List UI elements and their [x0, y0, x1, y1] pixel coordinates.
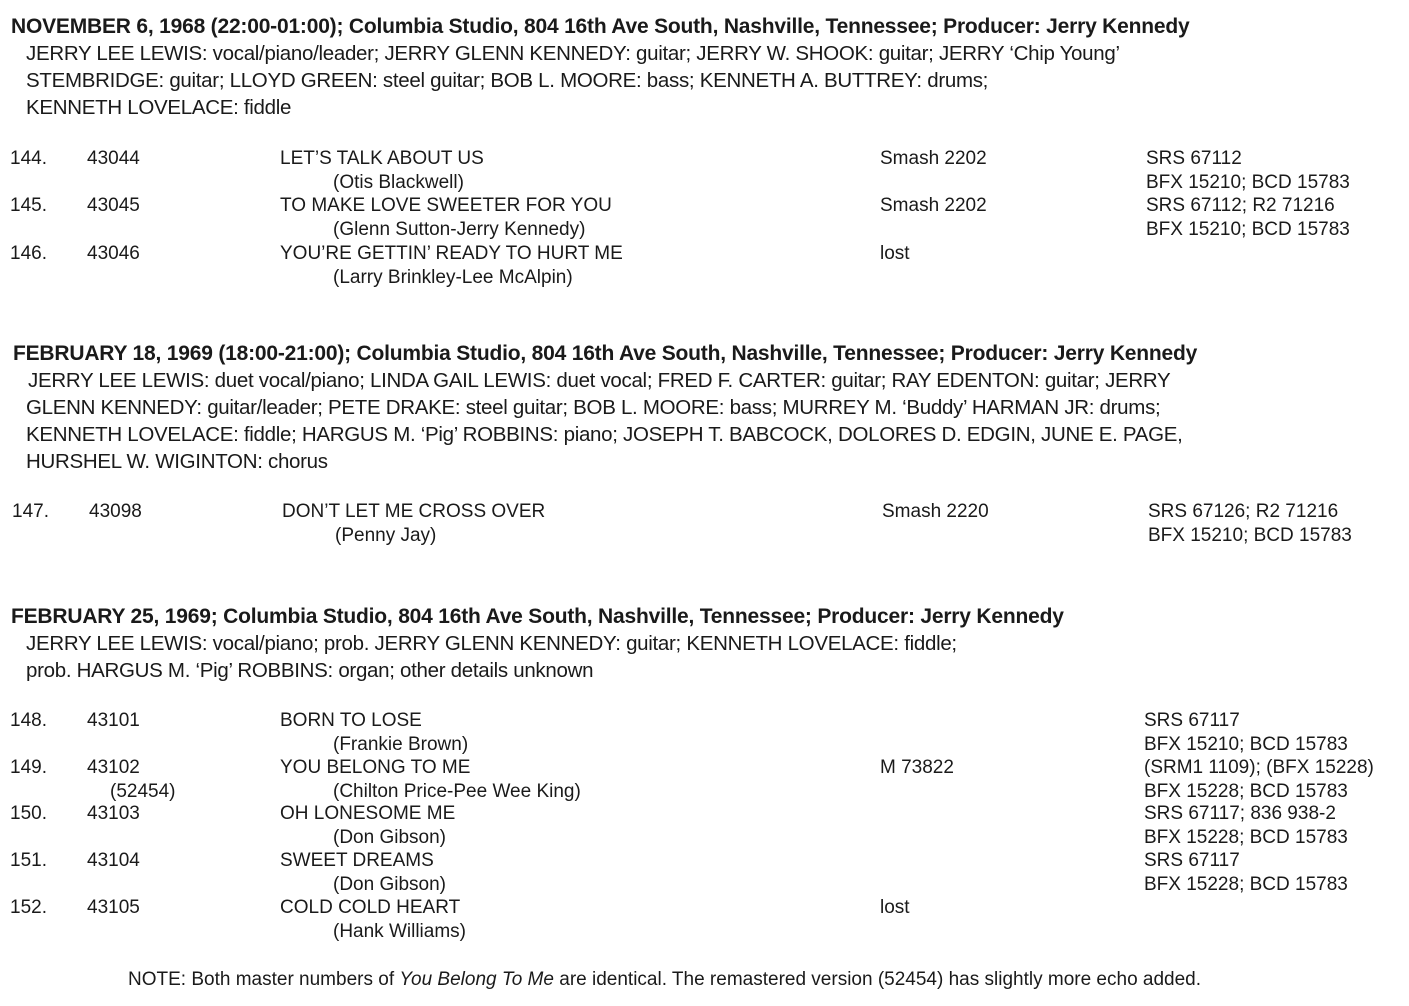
album-release: SRS 67117; 836 938-2	[1144, 803, 1336, 824]
songwriter: (Larry Brinkley-Lee McAlpin)	[333, 267, 573, 288]
song-title: LET’S TALK ABOUT US	[280, 148, 484, 169]
master-number: 43102	[87, 757, 140, 778]
track-number: 145.	[10, 195, 47, 216]
master-number: 43046	[87, 243, 140, 264]
session-header: FEBRUARY 25, 1969; Columbia Studio, 804 16th Ave South, Nashville, Tennessee; Producer: Jerry Kennedy	[11, 605, 1064, 628]
personnel-line: STEMBRIDGE: guitar; LLOYD GREEN: steel guitar; BOB L. MOORE: bass; KENNETH A. BUTTREY: drums;	[26, 69, 989, 92]
track-number: 150.	[10, 803, 47, 824]
album-release: (SRM1 1109); (BFX 15228)	[1144, 757, 1374, 778]
songwriter: (Penny Jay)	[335, 525, 437, 546]
personnel-line: KENNETH LOVELACE: fiddle; HARGUS M. ‘Pig’ ROBBINS: piano; JOSEPH T. BABCOCK, DOLORES D. EDGIN, JUNE E. PAGE,	[26, 423, 1183, 446]
master-number: 43101	[87, 710, 140, 731]
album-release: BFX 15210; BCD 15783	[1144, 734, 1348, 755]
album-release: BFX 15228; BCD 15783	[1144, 874, 1348, 895]
master-number: 43044	[87, 148, 140, 169]
song-title: YOU’RE GETTIN’ READY TO HURT ME	[280, 243, 623, 264]
songwriter: (Glenn Sutton-Jerry Kennedy)	[333, 219, 586, 240]
album-release: BFX 15228; BCD 15783	[1144, 781, 1348, 802]
alt-master-number: (52454)	[110, 781, 176, 802]
songwriter: (Hank Williams)	[333, 921, 466, 942]
track-number: 147.	[12, 501, 49, 522]
songwriter: (Otis Blackwell)	[333, 172, 464, 193]
personnel-line: GLENN KENNEDY: guitar/leader; PETE DRAKE: steel guitar; BOB L. MOORE: bass; MURREY M. ‘Buddy’ HARMAN JR: drums;	[26, 396, 1161, 419]
album-release: BFX 15210; BCD 15783	[1148, 525, 1352, 546]
master-number: 43104	[87, 850, 140, 871]
footnote-prefix: NOTE: Both master numbers of	[128, 969, 400, 990]
album-release: BFX 15210; BCD 15783	[1146, 219, 1350, 240]
song-title: SWEET DREAMS	[280, 850, 434, 871]
single-release: Smash 2202	[880, 195, 987, 216]
footnote-song-title: You Belong To Me	[399, 969, 554, 990]
track-number: 149.	[10, 757, 47, 778]
song-title: BORN TO LOSE	[280, 710, 422, 731]
master-number: 43098	[89, 501, 142, 522]
personnel-line: JERRY LEE LEWIS: vocal/piano/leader; JERRY GLENN KENNEDY: guitar; JERRY W. SHOOK: guitar; JERRY ‘Chip Young’	[26, 42, 1120, 65]
songwriter: (Frankie Brown)	[333, 734, 469, 755]
songwriter: (Don Gibson)	[333, 874, 446, 895]
song-title: OH LONESOME ME	[280, 803, 456, 824]
single-release: lost	[880, 243, 910, 264]
session-header: FEBRUARY 18, 1969 (18:00-21:00); Columbia Studio, 804 16th Ave South, Nashville, Tennessee; Producer: Jerry Kennedy	[13, 342, 1198, 365]
album-release: SRS 67126; R2 71216	[1148, 501, 1339, 522]
single-release: M 73822	[880, 757, 954, 778]
songwriter: (Don Gibson)	[333, 827, 446, 848]
song-title: TO MAKE LOVE SWEETER FOR YOU	[280, 195, 612, 216]
footnote-suffix: are identical. The remastered version (52454) has slightly more echo added.	[553, 969, 1202, 990]
track-number: 148.	[10, 710, 47, 731]
song-title: COLD COLD HEART	[280, 897, 461, 918]
personnel-line: JERRY LEE LEWIS: duet vocal/piano; LINDA GAIL LEWIS: duet vocal; FRED F. CARTER: guitar; RAY EDENTON: guitar; JERRY	[28, 369, 1171, 392]
single-release: Smash 2202	[880, 148, 987, 169]
personnel-line: KENNETH LOVELACE: fiddle	[26, 96, 292, 119]
album-release: BFX 15228; BCD 15783	[1144, 827, 1348, 848]
album-release: SRS 67117	[1144, 850, 1240, 871]
session-header: NOVEMBER 6, 1968 (22:00-01:00); Columbia Studio, 804 16th Ave South, Nashville, Tennessee; Producer: Jerry Kennedy	[11, 15, 1190, 38]
master-number: 43045	[87, 195, 140, 216]
track-number: 151.	[10, 850, 47, 871]
personnel-line: HURSHEL W. WIGINTON: chorus	[26, 450, 328, 473]
single-release: lost	[880, 897, 910, 918]
master-number: 43105	[87, 897, 140, 918]
album-release: SRS 67117	[1144, 710, 1240, 731]
personnel-line: JERRY LEE LEWIS: vocal/piano; prob. JERRY GLENN KENNEDY: guitar; KENNETH LOVELACE: fiddle;	[26, 632, 957, 655]
footnote	[128, 968, 1201, 992]
album-release: BFX 15210; BCD 15783	[1146, 172, 1350, 193]
song-title: DON’T LET ME CROSS OVER	[282, 501, 546, 522]
album-release: SRS 67112; R2 71216	[1146, 195, 1335, 216]
track-number: 152.	[10, 897, 47, 918]
track-number: 146.	[10, 243, 47, 264]
album-release: SRS 67112	[1146, 148, 1242, 169]
track-number: 144.	[10, 148, 47, 169]
personnel-line: prob. HARGUS M. ‘Pig’ ROBBINS: organ; other details unknown	[26, 659, 594, 682]
master-number: 43103	[87, 803, 140, 824]
songwriter: (Chilton Price-Pee Wee King)	[333, 781, 581, 802]
song-title: YOU BELONG TO ME	[280, 757, 471, 778]
single-release: Smash 2220	[882, 501, 989, 522]
